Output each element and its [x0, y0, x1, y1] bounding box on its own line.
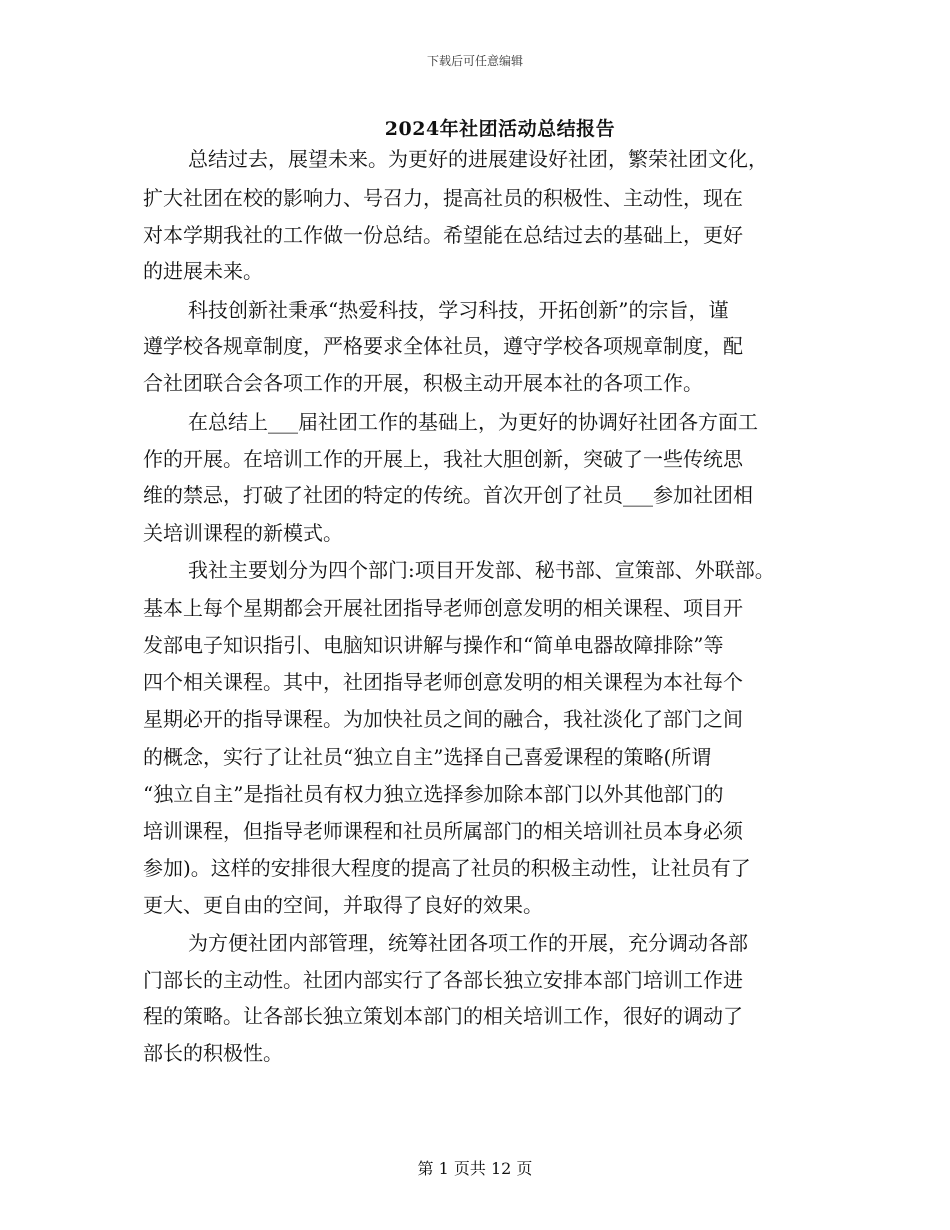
- body-line: 关培训课程的新模式。: [143, 521, 343, 545]
- body-line: 为方便社团内部管理，统筹社团各项工作的开展，充分调动各部: [188, 931, 748, 955]
- body-line: 扩大社团在校的影响力、号召力，提高社员的积极性、主动性，现在: [143, 186, 743, 210]
- body-line: 参加)。这样的安排很大程度的提高了社员的积极主动性，让社员有了: [143, 856, 751, 880]
- body-line: 维的禁忌，打破了社团的特定的传统。首次开创了社员___参加社团相: [143, 483, 753, 507]
- body-line: 总结过去，展望未来。为更好的进展建设好社团，繁荣社团文化，: [188, 147, 768, 171]
- body-line: “独立自主”是指社员有权力独立选择参加除本部门以外其他部门的: [143, 782, 724, 806]
- body-line: 科技创新社秉承“热爱科技，学习科技，开拓创新”的宗旨，谨: [188, 298, 729, 322]
- body-line: 在总结上___届社团工作的基础上，为更好的协调好社团各方面工: [188, 410, 758, 434]
- body-line: 的概念，实行了让社员“独立自主”选择自己喜爱课程的策略(所谓: [143, 745, 712, 769]
- body-line: 的进展未来。: [143, 259, 263, 283]
- body-line: 对本学期我社的工作做一份总结。希望能在总结过去的基础上，更好: [143, 223, 743, 247]
- body-line: 星期必开的指导课程。为加快社员之间的融合，我社淡化了部门之间: [143, 707, 743, 731]
- body-line: 遵学校各规章制度，严格要求全体社员，遵守学校各项规章制度，配: [143, 334, 743, 358]
- body-line: 基本上每个星期都会开展社团指导老师创意发明的相关课程、项目开: [143, 596, 743, 620]
- body-line: 部长的积极性。: [143, 1041, 283, 1065]
- body-line: 更大、更自由的空间，并取得了良好的效果。: [143, 893, 543, 917]
- body-line: 作的开展。在培训工作的开展上，我社大胆创新，突破了一些传统思: [143, 447, 743, 471]
- body-line: 四个相关课程。其中，社团指导老师创意发明的相关课程为本社每个: [143, 670, 743, 694]
- body-line: 培训课程，但指导老师课程和社员所属部门的相关培训社员本身必须: [143, 819, 743, 843]
- body-line: 门部长的主动性。社团内部实行了各部长独立安排本部门培训工作进: [143, 968, 743, 992]
- download-note: 下载后可任意编辑: [426, 54, 523, 68]
- body-line: 我社主要划分为四个部门:项目开发部、秘书部、宣策部、外联部。: [188, 558, 775, 582]
- body-line: 发部电子知识指引、电脑知识讲解与操作和“简单电器故障排除”等: [143, 633, 724, 657]
- document-title: 2024年社团活动总结报告: [384, 118, 616, 140]
- body-line: 程的策略。让各部长独立策划本部门的相关培训工作，很好的调动了: [143, 1004, 743, 1028]
- body-line: 合社团联合会各项工作的开展，积极主动开展本社的各项工作。: [143, 371, 703, 395]
- page-number: 第 1 页共 12 页: [417, 1159, 533, 1178]
